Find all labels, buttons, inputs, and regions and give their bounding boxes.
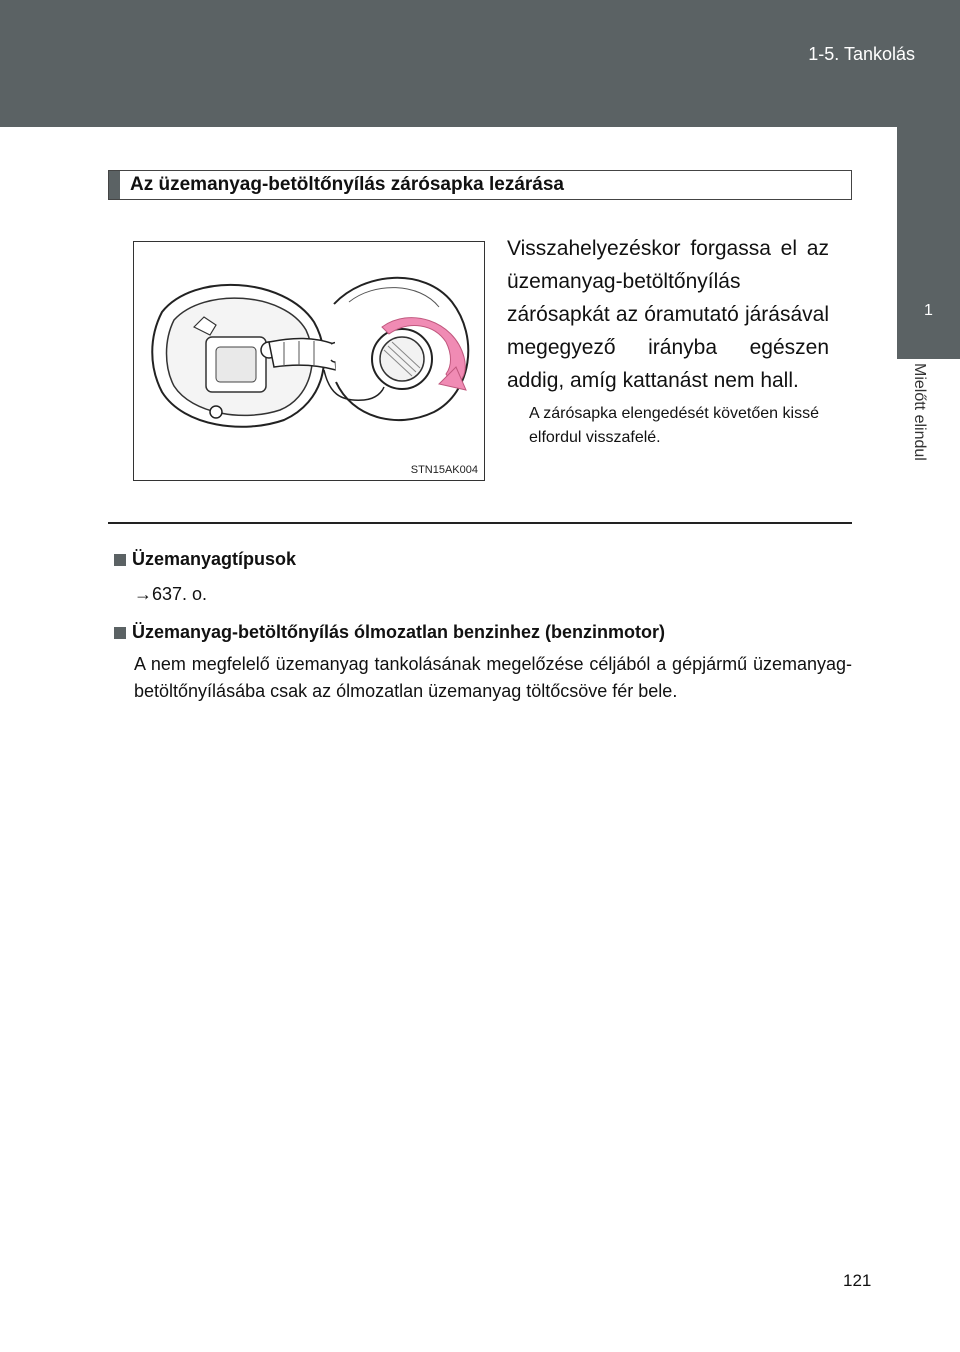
chapter-label-block xyxy=(897,359,960,489)
section-divider xyxy=(108,522,852,524)
item-heading-unleaded-inlet xyxy=(114,622,665,643)
page-number: 121 xyxy=(843,1271,872,1290)
note-text: A zárósapka elengedését követően kissé elfordul visszafelé. xyxy=(529,405,819,446)
item-heading-fuel-types xyxy=(114,549,296,570)
chapter-number: 1 xyxy=(924,302,933,319)
section-heading-text: Az üzemanyag-betöltőnyílás zárósapka lezárása xyxy=(130,174,564,195)
fuel-cap-illustration xyxy=(133,241,485,481)
chapter-number-block xyxy=(897,127,960,359)
fuel-cap-drawing xyxy=(134,242,484,480)
instruction-text: Visszahelyezéskor forgassa el az üzemanyag-betöltőnyílás zárósapkát az óramutató járásával megegyező irányba egészen addig, amíg kattanást nem hall. xyxy=(507,237,829,392)
figure-code: STN15AK004 xyxy=(410,464,478,476)
item-heading-text: Üzemanyag-betöltőnyílás ólmozatlan benzinhez (benzinmotor) xyxy=(132,622,666,642)
chapter-tab xyxy=(897,127,960,1227)
header-band xyxy=(0,0,960,127)
page-reference: →637. o. xyxy=(134,584,208,604)
item-heading-text: Üzemanyagtípusok xyxy=(132,549,297,569)
section-heading xyxy=(108,170,852,200)
bullet-square-icon xyxy=(114,554,126,566)
chapter-label: Mielőtt elindul xyxy=(911,363,928,461)
section-title: 1-5. Tankolás xyxy=(808,44,915,64)
unleaded-inlet-paragraph: A nem megfelelő üzemanyag tankolásának megelőzése céljából a gépjármű üzemanyag-betöltőnyílásába csak az ólmozatlan üzemanyag töltőcsöve fér bele. xyxy=(134,654,852,701)
bullet-square-icon xyxy=(114,627,126,639)
heading-marker xyxy=(109,171,120,199)
